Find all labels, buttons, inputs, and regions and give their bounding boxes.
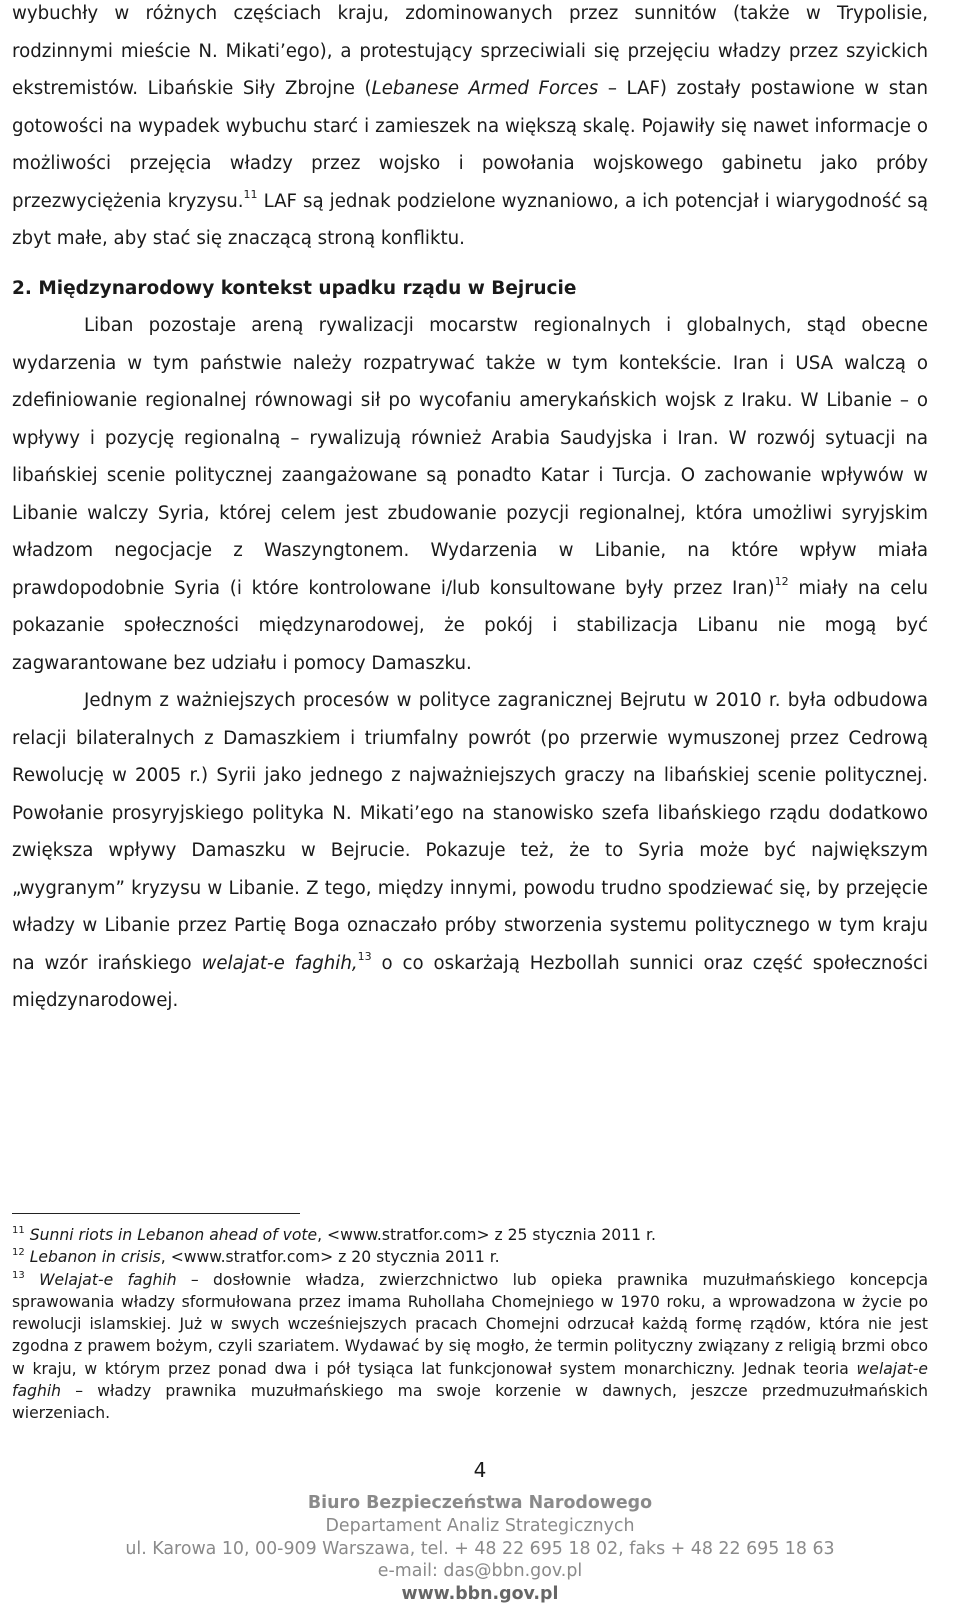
footnote: $^{11}$ Sunni riots in Lebanon ahead of vote, <www.stratfor.com> z 25 stycznia 2011 r.	[12, 1225, 656, 1244]
section-heading: 2. Międzynarodowy kontekst upadku rządu w Bejrucie	[12, 277, 577, 299]
footnote: $^{12}$ Lebanon in crisis, <www.stratfor.com> z 20 stycznia 2011 r.	[12, 1247, 500, 1267]
paragraph: Liban pozostaje areną rywalizacji mocarstw regionalnych i globalnych, stąd obecne wydarzenia w tym państwie należy rozpatrywać także w tym kontekście. Iran i USA walczą o zdefiniowanie regionalnej równowagi sił po wycofaniu amerykańskich wojsk z Iraku. W Libanie – o wpływy i pozycję regionalną – rywalizują również Arabia Saudyjska i Iran. W rozwój sytuacji na libańskiej scenie politycznej zaangażowane są ponadto Katar i Turcja. O zachowanie wpływów w Libanie walczy Syria, której celem jest zbudowanie pozycji regionalnej, która umożliwi syryjskim władzom negocjacje z Waszyngtonem. Wydarzenia w Libanie, na które wpływ miała prawdopodobnie Syria (i które kontrolowane i/lub konsultowane były przez Iran)$^{12}$ miały na celu pokazanie społeczności międzynarodowej, że pokój i stabilizacja Libanu nie mogą być zagwarantowane bez udziału i pomocy Damaszku.	[12, 315, 929, 674]
footnote-ref[interactable]: 13	[357, 949, 372, 963]
footer-email[interactable]: e-mail: das@bbn.gov.pl	[377, 1561, 583, 1582]
footnote-ref[interactable]: 12	[774, 574, 789, 588]
footnote: $^{13}$ Welajat-e faghih – dosłownie władza, zwierzchnictwo lub opieka prawnika muzułmańskiego koncepcja sprawowania władzy sformułowana przez imama Ruhollaha Chomejniego w 1970 roku, a wprowadzona w życie po rewolucji islamskiej. Już w swych wcześniejszych pracach Chomejni odrzucał każdą formę rządów, która nie jest zgodna z prawem bożym, czyli szariatem. Wydawać by się mogło, że termin polityczny związany z religią brzmi obco w kraju, w którym przez ponad dwa i pół tysiąca lat funkcjonował system monarchiczny. Jednak teoria welajat-e faghih – władzy prawnika muzułmańskiego ma swoje korzenie w dawnych, jeszcze przedmuzułmańskich wierzeniach.	[12, 1269, 928, 1423]
footnotes	[12, 1224, 928, 1425]
paragraph: Jednym z ważniejszych procesów w polityce zagranicznej Bejrutu w 2010 r. była odbudowa relacji bilateralnych z Damaszkiem i triumfalny powrót (po przerwie wymuszonej przez Cedrową Rewolucję w 2005 r.) Syrii jako jednego z najważniejszych graczy na libańskiej scenie politycznej. Powołanie prosyryjskiego polityka N. Mikati’ego na stanowisko szefa libańskiego rządu dodatkowo zwiększa wpływy Damaszku w Bejrucie. Pokazuje też, że to Syria może być największym „wygranym” kryzysu w Libanie. Z tego, między innymi, powodu trudno spodziewać się, by przejęcie władzy w Libanie przez Partię Boga oznaczało próby stworzenia systemu politycznego w tym kraju na wzór irańskiego welajat-e faghih,$^{13}$ o co oskarżają Hezbollah sunnici oraz część społeczności międzynarodowej.	[12, 690, 928, 1011]
page-number: 4	[473, 1458, 487, 1482]
footer-website[interactable]: www.bbn.gov.pl	[401, 1584, 559, 1605]
footnote-ref[interactable]: 11	[243, 187, 258, 201]
footnote-separator	[12, 1213, 300, 1214]
page-footer	[0, 1492, 960, 1606]
paragraph: wybuchły w różnych częściach kraju, zdominowanych przez sunnitów (także w Trypolisie, rodzinnymi mieście N. Mikati’ego), a protestujący sprzeciwiali się przejęciu władzy przez szyickich ekstremistów. Libańskie Siły Zbrojne (Lebanese Armed Forces – LAF) zostały postawione w stan gotowości na wypadek wybuchu starć i zamieszek na większą skalę. Pojawiły się nawet informacje o możliwości przejęcia władzy przez wojsko i powołania wojskowego gabinetu jako próby przezwyciężenia kryzysu.$^{11}$ LAF są jednak podzielone wyznaniowo, a ich potencjał i wiarygodność są zbyt małe, aby stać się znaczącą stroną konfliktu.	[12, 3, 929, 249]
footer-address: ul. Karowa 10, 00-909 Warszawa, tel. + 48 22 695 18 02, faks + 48 22 695 18 63	[125, 1538, 835, 1559]
document-body	[12, 0, 928, 1020]
footer-org: Biuro Bezpieczeństwa Narodowego	[307, 1493, 653, 1513]
footer-dept: Departament Analiz Strategicznych	[325, 1515, 635, 1536]
